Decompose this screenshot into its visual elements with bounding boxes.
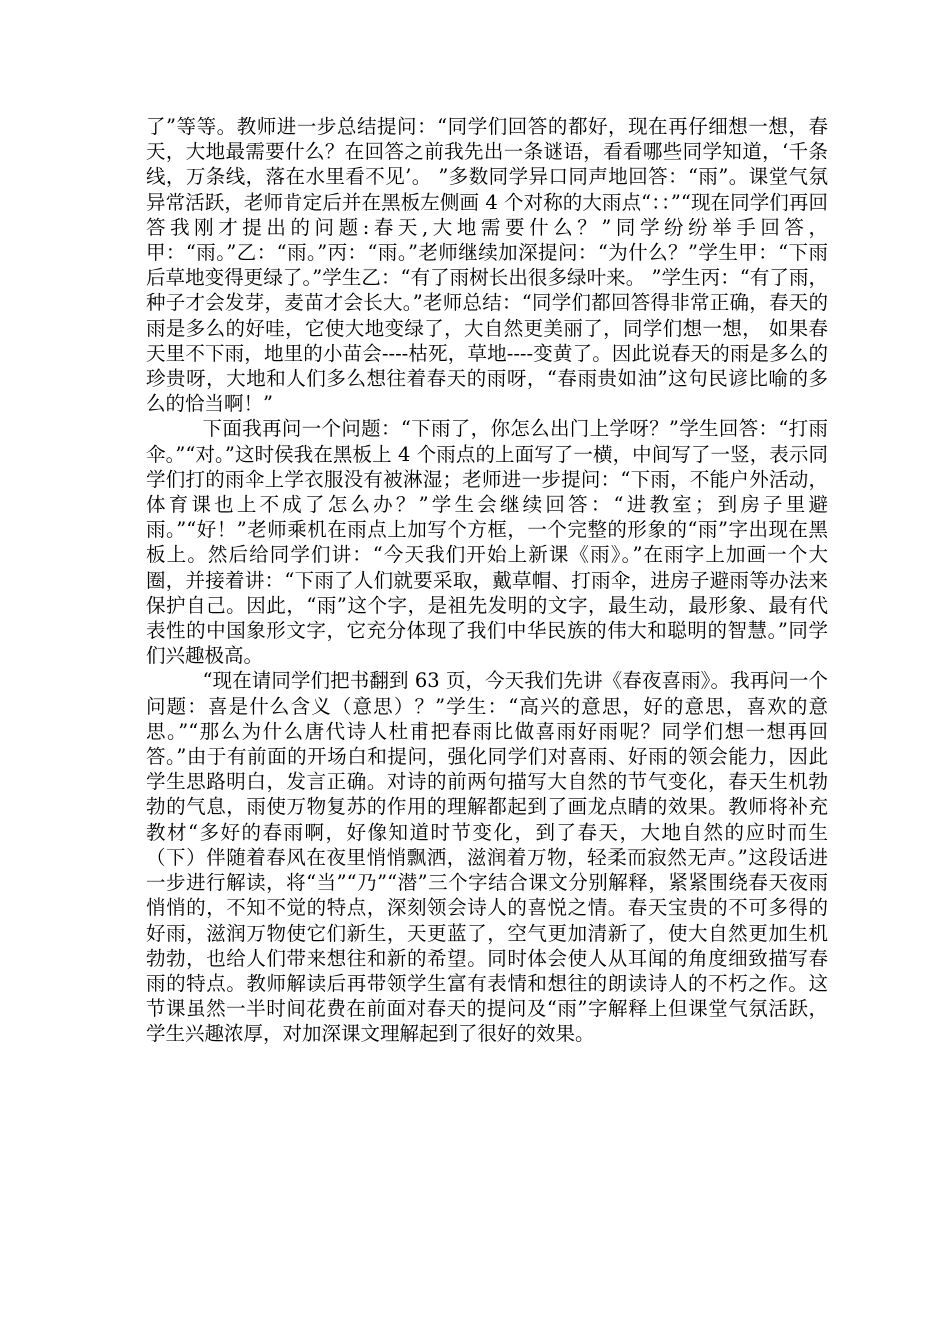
paragraph-spring-night-rain: “现在请同学们把书翻到 63 页，今天我们先讲《春夜喜雨》。我再问一个问题：喜是什么含义（意思）？”学生：“高兴的意思，好的意思，喜欢的意思。”“那么为什么唐代诗人杜甫把春雨比做喜雨好雨呢？同学们想一想再回答。”由于有前面的开场白和提问，强化同学们对喜雨、好雨的领会能力，因此学生思路明白，发言正确。对诗的前两句描写大自然的节气变化，春天生机勃勃的气息，雨使万物复苏的作用的理解都起到了画龙点睛的效果。教师将补充教材“多好的春雨啊，好像知道时节变化，到了春天，大地自然的应时而生（下）伴随着春风在夜里悄悄飘洒，滋润着万物，轻柔而寂然无声。”这段话进一步进行解读，将“当”“乃”“潜”三个字结合课文分别解释，紧紧围绕春天夜雨悄悄的，不知不觉的特点，深刻领会诗人的喜悦之情。春天宝贵的不可多得的好雨，滋润万物使它们新生，天更蓝了，空气更加清新了，使大自然更加生机勃勃，也给人们带来想往和新的希望。同时体会使人从耳闻的角度细致描写春雨的特点。教师解读后再带领学生富有表情和想往的朗读诗人的不朽之作。这节课虽然一半时间花费在前面对春天的提问及“雨”字解释上但课堂气氛活跃，学生兴趣浓厚，对加深课文理解起到了很好的效果。 bbox=[146, 669, 828, 1046]
paragraph-umbrella-question: 下面我再问一个问题：“下雨了，你怎么出门上学呀？”学生回答：“打雨伞。”“对。”这时侯我在黑板上 4 个雨点的上面写了一横，中间写了一竖，表示同学们打的雨伞上学衣服没有被淋湿；老师进一步提问：“下雨，不能户外活动，体育课也上不成了怎么办？”学生会继续回答：“进教室；到房子里避雨。”“好！”老师乘机在雨点上加写个方框，一个完整的形象的“雨”字出现在黑板上。然后给同学们讲：“今天我们开始上新课《雨》。”在雨字上加画一个大圈，并接着讲：“下雨了人们就要采取，戴草帽、打雨伞，进房子避雨等办法来保护自己。因此，“雨”这个字，是祖先发明的文字，最生动，最形象、最有代表性的中国象形文字，它充分体现了我们中华民族的伟大和聪明的智慧。”同学们兴趣极高。 bbox=[146, 417, 828, 668]
body-text bbox=[146, 114, 828, 1047]
paragraph-continuation: 了”等等。教师进一步总结提问：“同学们回答的都好，现在再仔细想一想，春天，大地最需要什么？在回答之前我先出一条谜语，看看哪些同学知道，‘千条线，万条线，落在水里看不见’。 ”多数同学异口同声地回答：“雨”。课堂气氛异常活跃，老师肯定后并在黑板左侧画 4 个对称的大雨点“：：”“现在同学们再回答我刚才提出的问题:春天,大地需要什么？”同学纷纷举手回答，甲：“雨。”乙：“雨。”丙：“雨。”老师继续加深提问：“为什么？”学生甲：“下雨后草地变得更绿了。”学生乙：“有了雨树长出很多绿叶来。 ”学生丙：“有了雨，种子才会发芽，麦苗才会长大。”老师总结：“同学们都回答得非常正确，春天的雨是多么的好哇，它使大地变绿了，大自然更美丽了，同学们想一想， 如果春天里不下雨，地里的小苗会----枯死，草地----变黄了。因此说春天的雨是多么的珍贵呀，大地和人们多么想往着春天的雨呀，“春雨贵如油”这句民谚比喻的多么的恰当啊！” bbox=[146, 115, 828, 416]
